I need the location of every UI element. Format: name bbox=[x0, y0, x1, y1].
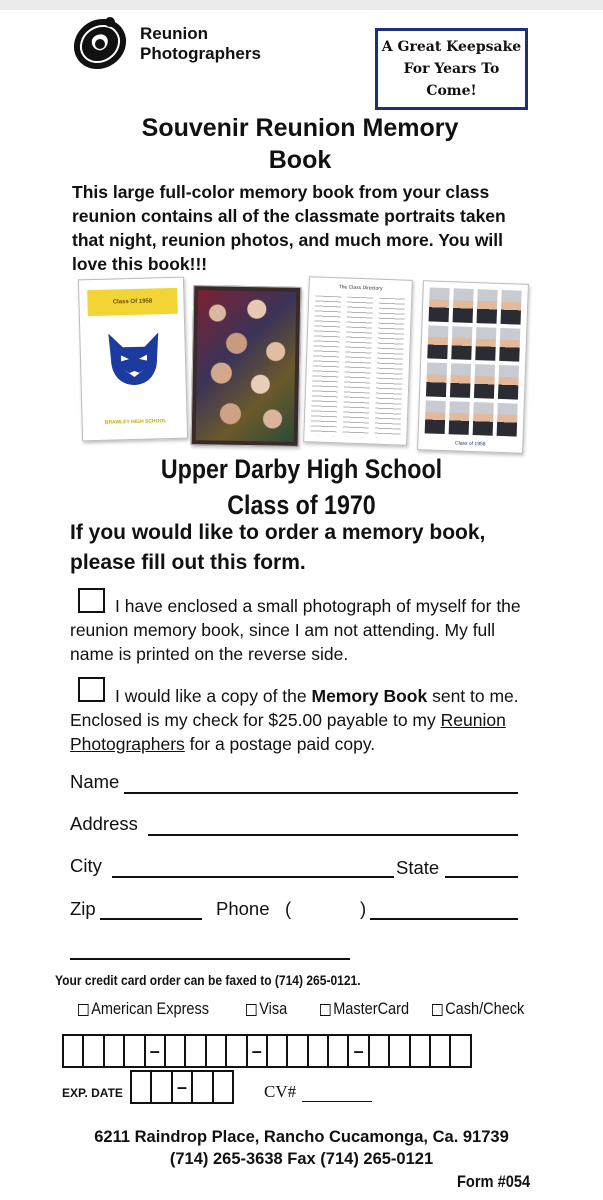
city-label: City bbox=[70, 855, 102, 876]
footer-address: 6211 Raindrop Place, Rancho Cucamonga, Ca. 91739 bbox=[94, 1128, 509, 1146]
option-visa[interactable]: Visa bbox=[246, 1000, 287, 1019]
cover-school: BRAWLEY HIGH SCHOOL bbox=[104, 418, 167, 426]
photo-collage-page bbox=[191, 285, 302, 447]
phone-label: Phone bbox=[216, 898, 270, 919]
exp-date-boxes[interactable]: – bbox=[130, 1070, 232, 1104]
checkbox-icon bbox=[432, 1004, 443, 1016]
school-name: Upper Darby High School bbox=[160, 454, 443, 484]
checkbox-icon bbox=[78, 1004, 89, 1016]
footer-phones: (714) 265-3638 Fax (714) 265-0121 bbox=[169, 1150, 434, 1168]
card-number-boxes[interactable]: – – – bbox=[62, 1034, 470, 1068]
state-label: State bbox=[396, 857, 440, 878]
option-cash-check[interactable]: Cash/Check bbox=[432, 1000, 524, 1019]
option-american-express[interactable]: American Express bbox=[78, 1000, 209, 1019]
wildcat-mascot-icon bbox=[102, 328, 166, 390]
order-prompt: If you would like to order a memory book, please fill out this form. bbox=[70, 521, 486, 574]
directory-title: The Class Directory bbox=[338, 284, 383, 292]
form-number: Form #054 bbox=[457, 1172, 531, 1191]
cover-page bbox=[78, 277, 188, 442]
cv-label: CV# bbox=[264, 1082, 297, 1101]
headline-line2: Book bbox=[268, 146, 332, 174]
payee-name: Reunion Photographers bbox=[70, 710, 506, 754]
phone-paren-close: ) bbox=[360, 898, 367, 919]
checkbox-icon bbox=[320, 1004, 331, 1016]
checkbox-icon bbox=[246, 1004, 257, 1016]
option-mastercard[interactable]: MasterCard bbox=[320, 1000, 409, 1019]
cover-banner: Class Of 1958 bbox=[87, 288, 178, 316]
order-book-text: I would like a copy of the Memory Book sent to me. Enclosed is my check for $25.00 payable to my Reunion Photographers for a postage paid copy. bbox=[70, 686, 519, 754]
address-label: Address bbox=[70, 813, 138, 834]
state-field[interactable] bbox=[445, 876, 518, 878]
photo-enclosed-text: I have enclosed a small photograph of myself for the reunion memory book, since I am not attending. My full name is printed on the reverse side. bbox=[70, 596, 521, 664]
keepsake-box: A Great Keepsake For Years To Come! bbox=[375, 28, 528, 110]
name-label: Name bbox=[70, 771, 120, 792]
portraits-caption: Class of 1958 bbox=[454, 440, 486, 448]
memory-book-emphasis: Memory Book bbox=[311, 686, 428, 706]
name-field[interactable] bbox=[124, 792, 518, 794]
phone-field[interactable] bbox=[370, 918, 518, 920]
exp-date-label: EXP. DATE bbox=[62, 1086, 123, 1100]
headline-line1: Souvenir Reunion Memory bbox=[141, 114, 459, 142]
directory-page bbox=[303, 276, 413, 446]
photo-collage bbox=[196, 290, 297, 442]
zip-field[interactable] bbox=[100, 918, 202, 920]
extra-line-field[interactable] bbox=[70, 958, 350, 960]
brand-name: Reunion Photographers bbox=[140, 24, 261, 63]
book-preview bbox=[80, 272, 530, 462]
cv-field[interactable] bbox=[302, 1101, 372, 1102]
intro-paragraph: This large full-color memory book from your class reunion contains all of the classmate portraits taken that night, reunion photos, and much more. You will love this book!!! bbox=[72, 182, 506, 274]
portrait-grid bbox=[425, 287, 522, 436]
phone-paren-open: ( bbox=[285, 898, 292, 919]
top-strip bbox=[0, 0, 603, 10]
portraits-page bbox=[417, 280, 529, 454]
city-field[interactable] bbox=[112, 876, 394, 878]
camera-lens-logo-icon bbox=[70, 14, 130, 74]
class-year: Class of 1970 bbox=[227, 490, 376, 520]
phone-area-code-field[interactable] bbox=[296, 918, 352, 920]
address-field[interactable] bbox=[148, 834, 518, 836]
zip-label: Zip bbox=[70, 898, 96, 919]
credit-card-note: Your credit card order can be faxed to (714) 265-0121. bbox=[55, 972, 361, 988]
